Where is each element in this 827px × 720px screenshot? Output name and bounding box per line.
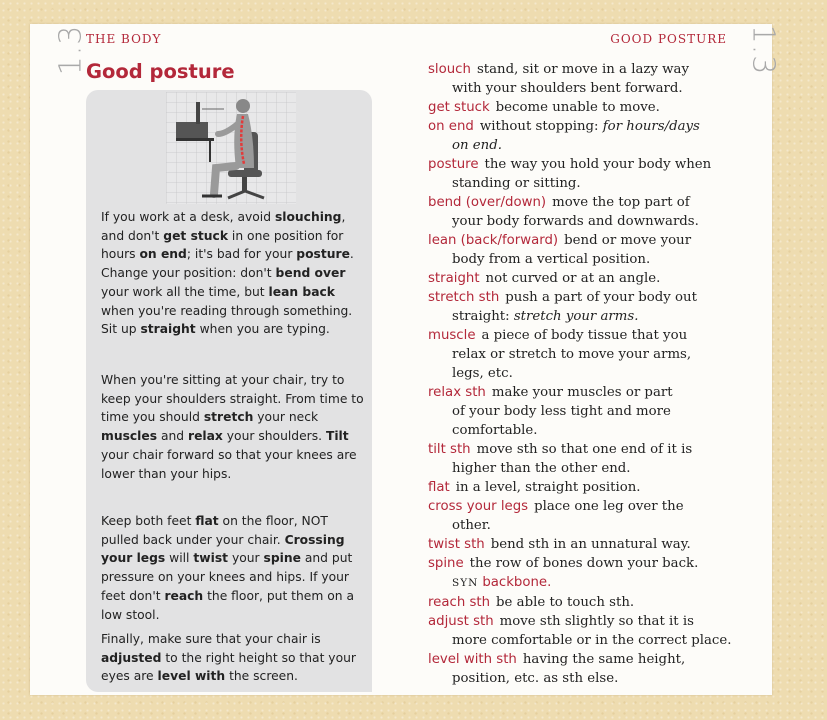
- glossary-term: on end: [428, 119, 474, 134]
- paragraph-text-run: spine: [263, 551, 301, 566]
- glossary-definition-run: standing or sitting.: [452, 176, 581, 191]
- glossary-list: [428, 60, 758, 688]
- glossary-term: muscle: [428, 328, 476, 343]
- glossary-definition-run: legs, etc.: [452, 366, 513, 381]
- glossary-definition-run: straight:: [452, 309, 514, 324]
- paragraph-text-run: the floor, put them on a low stool.: [101, 588, 355, 622]
- glossary-definition-run: your body forwards and downwards.: [452, 214, 699, 229]
- paragraph-text-run: level with: [157, 669, 226, 684]
- paragraph-text-run: when you're reading through something. Sit up: [101, 303, 353, 337]
- glossary-definition-line: [428, 212, 758, 231]
- glossary-definition-line: [428, 573, 758, 593]
- glossary-definition-run: comfortable.: [452, 423, 538, 438]
- glossary-entry: [428, 193, 758, 231]
- paragraph-text-run: flat: [195, 514, 219, 528]
- glossary-entry: [428, 98, 758, 117]
- paragraph-text-run: in one position for hours: [101, 228, 344, 262]
- paragraph-text-run: your chair forward so that your knees are lower than your hips.: [101, 447, 357, 481]
- posture-paragraph-2: [101, 371, 365, 483]
- paragraph-text-run: and: [157, 429, 189, 444]
- glossary-definition-run: move sth slightly so that it is: [499, 614, 694, 629]
- glossary-definition-run: for hours/days: [602, 119, 700, 134]
- glossary-definition-line: [428, 250, 758, 269]
- paragraph-text-run: lean back: [268, 284, 335, 299]
- paragraph-text-run: your shoulders.: [222, 429, 326, 444]
- paragraph-text-run: reach: [164, 588, 204, 603]
- paragraph-text-run: posture: [296, 247, 350, 262]
- glossary-term: slouch: [428, 62, 471, 77]
- glossary-entry: [428, 554, 758, 593]
- glossary-definition-run: of your body less tight and more: [452, 404, 671, 419]
- glossary-definition-run: not curved or at an angle.: [485, 271, 661, 286]
- chapter-number-left: 1.3: [53, 24, 89, 76]
- paragraph-text-run: Tilt: [325, 429, 349, 444]
- glossary-entry: [428, 383, 758, 440]
- glossary-definition-run: higher than the other end.: [452, 461, 631, 476]
- glossary-entry: [428, 60, 758, 98]
- paragraph-text-run: Finally, make sure that your chair is: [101, 632, 321, 646]
- glossary-definition-run: a piece of body tissue that you: [481, 328, 688, 343]
- glossary-entry: [428, 497, 758, 535]
- paragraph-text-run: your neck: [253, 410, 319, 425]
- glossary-definition-line: [428, 79, 758, 98]
- glossary-entry: [428, 155, 758, 193]
- paragraph-text-run: twist: [193, 551, 229, 566]
- paragraph-text-run: stretch: [203, 410, 254, 425]
- glossary-definition-run: the row of bones down your back.: [469, 556, 699, 571]
- glossary-definition-run: stand, sit or move in a lazy way: [476, 62, 689, 77]
- glossary-definition-run: bend sth in an unnatural way.: [490, 537, 691, 552]
- paragraph-text-run: . Change your position: don't: [101, 247, 354, 281]
- glossary-term: lean (back/forward): [428, 233, 559, 248]
- glossary-entry: [428, 478, 758, 497]
- glossary-definition-run: bend or move your: [564, 233, 692, 248]
- glossary-term: adjust sth: [428, 614, 494, 629]
- paragraph-text-run: relax: [188, 429, 223, 444]
- glossary-definition-run: move sth so that one end of it is: [476, 442, 693, 457]
- glossary-definition-run: make your muscles or part: [491, 385, 673, 400]
- glossary-definition-run: the way you hold your body when: [484, 157, 712, 172]
- glossary-definition-run: body from a vertical position.: [452, 252, 651, 267]
- paragraph-text-run: the screen.: [225, 669, 298, 684]
- paragraph-text-run: bend over: [275, 266, 346, 281]
- glossary-definition-run: become unable to move.: [495, 100, 660, 115]
- paragraph-text-run: ; it's bad for your: [186, 247, 297, 262]
- glossary-definition-run: stretch your arms.: [513, 309, 639, 324]
- glossary-definition-run: relax or stretch to move your arms,: [452, 347, 692, 362]
- glossary-definition-line: [428, 345, 758, 364]
- paragraph-text-run: on the floor, NOT pulled back under your chair.: [101, 514, 328, 547]
- glossary-term: flat: [428, 480, 450, 495]
- glossary-definition-run: backbone.: [482, 575, 552, 590]
- page-title: Good posture: [86, 60, 235, 83]
- glossary-term: relax sth: [428, 385, 486, 400]
- glossary-definition-run: with your shoulders bent forward.: [452, 81, 683, 96]
- chapter-number-right: 1.3: [745, 24, 781, 76]
- glossary-definition-line: [428, 136, 758, 155]
- glossary-term: reach sth: [428, 595, 491, 610]
- glossary-entry: [428, 326, 758, 383]
- glossary-definition-run: SYN: [452, 577, 479, 589]
- paragraph-text-run: When you're sitting at your chair, try to keep your shoulders straight. From time to time you should: [101, 373, 364, 425]
- paragraph-text-run: get stuck: [163, 228, 229, 243]
- glossary-term: get stuck: [428, 100, 490, 115]
- paragraph-text-run: on end: [139, 247, 187, 262]
- glossary-entry: [428, 440, 758, 478]
- glossary-definition-run: in a level, straight position.: [455, 480, 641, 495]
- paragraph-text-run: to the right height so that your eyes are: [101, 650, 356, 684]
- glossary-definition-line: [428, 631, 758, 650]
- glossary-definition-line: [428, 459, 758, 478]
- paragraph-text-run: Keep both feet: [101, 514, 196, 528]
- glossary-definition-line: [428, 307, 758, 326]
- paragraph-text-run: straight: [140, 322, 196, 337]
- paragraph-text-run: your: [228, 551, 264, 566]
- paragraph-text-run: If you work at a desk, avoid: [101, 210, 275, 224]
- office-desk-posture-illustration: [166, 92, 296, 204]
- glossary-definition-line: [428, 516, 758, 535]
- glossary-term: tilt sth: [428, 442, 471, 457]
- glossary-definition-run: on end.: [452, 138, 502, 153]
- glossary-entry: [428, 612, 758, 650]
- section-header-left: THE BODY: [86, 32, 162, 46]
- glossary-definition-run: place one leg over the: [534, 499, 684, 514]
- paragraph-text-run: adjusted: [101, 650, 162, 665]
- glossary-definition-run: position, etc. as sth else.: [452, 671, 619, 686]
- glossary-definition-line: [428, 364, 758, 383]
- paragraph-text-run: and put pressure on your knees and hips. If your feet don't: [101, 551, 353, 603]
- paragraph-text-run: will: [165, 551, 194, 566]
- paragraph-text-run: , and don't: [101, 210, 346, 243]
- glossary-term: stretch sth: [428, 290, 500, 305]
- glossary-definition-run: move the top part of: [552, 195, 690, 210]
- paragraph-text-run: slouching: [274, 210, 342, 224]
- paragraph-text-run: your work all the time, but: [101, 284, 269, 299]
- posture-paragraph-1: [101, 208, 365, 339]
- posture-paragraph-4: [101, 630, 365, 686]
- glossary-definition-run: other.: [452, 518, 491, 533]
- glossary-term: level with sth: [428, 652, 517, 667]
- glossary-entry: [428, 593, 758, 612]
- glossary-term: posture: [428, 157, 479, 172]
- glossary-definition-line: [428, 421, 758, 440]
- glossary-entry: [428, 650, 758, 688]
- glossary-definition-run: without stopping:: [479, 119, 603, 134]
- paragraph-text-run: when you are typing.: [195, 322, 330, 337]
- glossary-definition-run: having the same height,: [522, 652, 686, 667]
- info-panel: [86, 90, 372, 692]
- posture-paragraph-3: [101, 512, 365, 624]
- paragraph-text-run: muscles: [101, 429, 158, 444]
- glossary-definition-run: be able to touch sth.: [496, 595, 635, 610]
- glossary-entry: [428, 269, 758, 288]
- glossary-term: bend (over/down): [428, 195, 547, 210]
- glossary-entry: [428, 117, 758, 155]
- glossary-term: twist sth: [428, 537, 485, 552]
- glossary-entry: [428, 535, 758, 554]
- glossary-definition-line: [428, 669, 758, 688]
- glossary-definition-run: push a part of your body out: [505, 290, 697, 305]
- glossary-definition-line: [428, 402, 758, 421]
- glossary-definition-line: [428, 174, 758, 193]
- glossary-term: spine: [428, 556, 464, 571]
- glossary-definition-run: more comfortable or in the correct place.: [452, 633, 732, 648]
- glossary-entry: [428, 288, 758, 326]
- section-header-right: GOOD POSTURE: [610, 32, 727, 46]
- glossary-term: straight: [428, 271, 480, 286]
- glossary-term: cross your legs: [428, 499, 529, 514]
- glossary-entry: [428, 231, 758, 269]
- paragraph-text-run: Crossing your legs: [101, 532, 345, 566]
